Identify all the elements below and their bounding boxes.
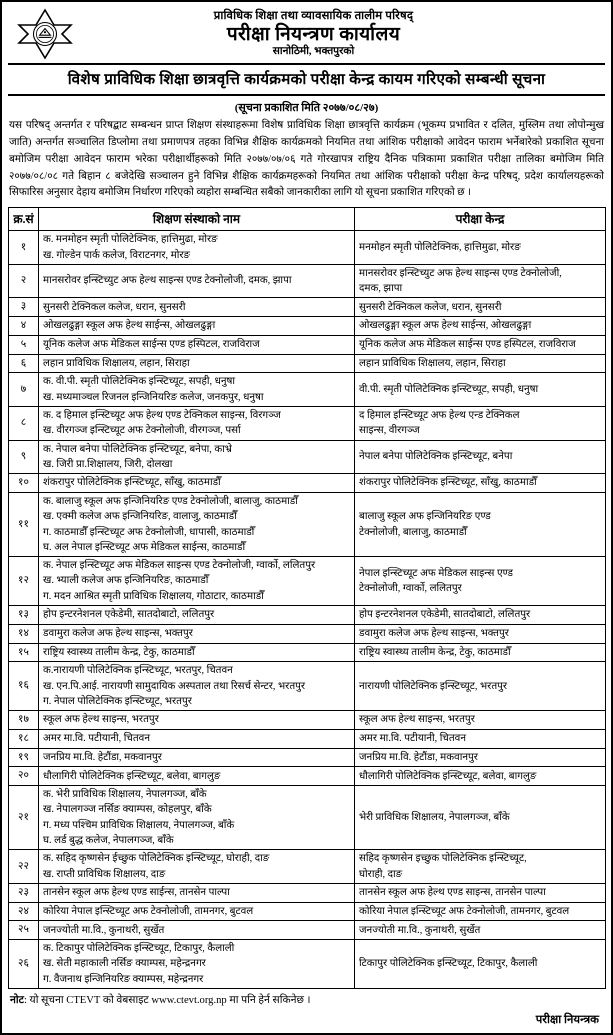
cell-serial-number: १७ — [9, 711, 39, 730]
institution-line: क. टिकापुर पोलिटेक्निक इन्स्टिच्यूट, टिकापुर, कैलाली — [43, 943, 235, 955]
institution-line: मानसरोवर इन्स्टिच्युट अफ हेल्थ साइन्स एण्ड टेक्नोलोजी, दमक, झापा — [43, 275, 292, 287]
cell-serial-number: २१ — [9, 786, 39, 850]
cell-serial-number: १५ — [9, 643, 39, 662]
cell-exam-center — [355, 474, 606, 493]
exam-center-line: वी.पी. स्मृती पोलिटेक्निक इन्स्टिच्यूट, सपही, धनुषा — [359, 384, 539, 396]
table-row — [9, 940, 606, 989]
exam-center-line: बालाजु स्कूल अफ इन्जिनियरिङ एण्ड — [359, 511, 491, 523]
exam-center-line: द हिमाल इन्स्टिच्यूट अफ हेल्थ एन्ड टेक्निकल — [359, 410, 520, 421]
cell-institution-name — [39, 335, 355, 354]
cell-institution-name — [39, 474, 355, 493]
cell-serial-number: १९ — [9, 748, 39, 767]
cell-institution-name — [39, 729, 355, 748]
organization-block — [82, 10, 605, 58]
notice-body-paragraph: यस परिषद् अन्तर्गत र परिषद्बाट सम्बन्धन प्राप्त शिक्षण संस्थाहरूमा विशेष प्राविधिक शिक्षा छात्रवृत्ति कार्यक्रम (भूकम्प प्रभावित र दलित, मुस्लिम तथा लोपोन्मुख जाति) अन्तर्गत सञ्चालित डिप्लोमा तथा प्रमाणपत्र तहका विभिन्न शैक्षिक कार्यक्रमको नियमित तथा आंशिक परीक्षाको आवेदन फाराम भर्नेबारेको प्रकाशित सूचना बमोजिम परीक्षा आवेदन फाराम भरेका परीक्षार्थीहरूको मिति २०७७/०७/०६ गते गोरखापत्र राष्ट्रिय दैनिक पत्रिकामा प्रकाशित परीक्षा तालिका बमोजिम मिति २०७७/०८/०८ गते बिहान ८ बजेदेखि सञ्चालन हुने विभिन्न शैक्षिक कार्यक्रमहरूको नियमित तथा आंशिक परीक्षाको परीक्षा केन्द्र परिषद्, प्रदेश कार्यालयहरूको सिफारिस अनुसार देहाय बमोजिम निर्धारण गरिएको व्यहोरा सम्बन्धित सबैको जानकारीका लागि यो सूचना प्रकाशित गरिएको छ । — [9, 120, 604, 199]
council-name: प्राविधिक शिक्षा तथा व्यावसायिक तालीम परिषद् — [213, 10, 414, 23]
institution-line: तानसेन स्कूल अफ हेल्थ एण्ड साईन्स, तानसेन पाल्पा — [43, 887, 230, 899]
exam-center-line: भेरी प्राविधिक शिक्षालय, नेपालगञ्ज, बाँके — [359, 812, 510, 824]
cell-serial-number: २६ — [9, 940, 39, 989]
exam-center-line: टेक्नोलोजी, ग्वार्को, ललितपुर — [359, 583, 462, 595]
cell-exam-center — [355, 298, 606, 317]
cell-institution-name — [39, 767, 355, 786]
institution-line: घ. लर्ड बुद्ध कलेज, नेपालगञ्ज, बाँके — [43, 835, 174, 847]
exam-center-line: दमक, झापा — [359, 283, 403, 295]
cell-serial-number: २२ — [9, 850, 39, 884]
cell-exam-center — [355, 711, 606, 730]
institution-line: कोरिया नेपाल इन्स्टिच्यूट अफ टेक्नोलोजी, तामनगर, बुटवल — [43, 905, 254, 917]
institution-line: घ. अल नेपाल इन्स्टिच्यूट अफ मेडिकल साईन्स, काठमाडौँ — [43, 541, 246, 553]
institution-line: ख. जिरी प्रा.शिक्षालय, जिरी, दोलखा — [43, 458, 173, 470]
institution-line: ग. वैजनाथ इन्जिनियरिङ क्याम्पस, महेन्द्रनगर — [43, 973, 204, 985]
table-row — [9, 883, 606, 902]
cell-institution-name — [39, 786, 355, 850]
table-row — [9, 317, 606, 336]
cell-exam-center — [355, 643, 606, 662]
cell-institution-name — [39, 883, 355, 902]
institution-line: क. बालाजु स्कूल अफ इन्जिनियरिङ एण्ड टेक्नोलोजी, बालाजु, काठमाडौँ — [43, 495, 298, 507]
cell-exam-center — [355, 786, 606, 850]
institution-line: ग. मध्य पश्चिम प्राविधिक शिक्षालय, नेपालगञ्ज, बाँके — [43, 819, 235, 831]
exam-center-line: लहान प्राविधिक शिक्षालय, लहान, सिराहा — [359, 357, 506, 369]
cell-exam-center — [355, 373, 606, 407]
cell-institution-name — [39, 407, 355, 441]
table-row — [9, 354, 606, 373]
institution-line: लहान प्राविधिक शिक्षालय, लहान, सिराहा — [43, 357, 190, 369]
cell-exam-center — [355, 606, 606, 625]
cell-serial-number: २३ — [9, 883, 39, 902]
cell-institution-name — [39, 231, 355, 265]
cell-institution-name — [39, 624, 355, 643]
institution-line: ओखलढुङ्गा स्कूल अफ हेल्थ साईन्स, ओखलढुङ्गा — [43, 320, 216, 332]
cell-institution-name — [39, 606, 355, 625]
institution-line: जनप्रिय मा.वि. हेटौंडा, मकवानपुर — [43, 751, 162, 763]
exam-center-line: धौलागिरी पोलिटेक्निक इन्स्टिच्यूट, बलेवा, बागलुङ — [359, 770, 537, 782]
logo-wrap — [8, 8, 82, 60]
cell-serial-number: २४ — [9, 902, 39, 921]
institution-line: ख. भ्याली कलेज अफ इन्जिनियरिङ, काठमाडौँ — [43, 575, 209, 587]
institution-line: जनज्योती मा.वि., कुनाथरी, सुर्खेत — [43, 924, 165, 936]
institution-line: क. नेपाल इन्स्टिच्यूट अफ मेडिकल साइन्स एण्ड टेक्नोलोजी, ग्वार्को, ललितपुर — [43, 560, 316, 572]
exam-center-line: साइन्स, वीरगञ्ज — [359, 425, 420, 437]
institution-line: ख. नेपालगञ्ज नर्सिङ क्याम्पस, कोहलपुर, बाँके — [43, 804, 212, 816]
exam-center-line: कोरिया नेपाल इन्स्टिच्यूट अफ टेक्नोलोजी, तामनगर, बुटवल — [359, 905, 570, 917]
cell-serial-number: २० — [9, 767, 39, 786]
cell-exam-center — [355, 492, 606, 556]
table-row — [9, 298, 606, 317]
cell-exam-center — [355, 231, 606, 265]
cell-institution-name — [39, 354, 355, 373]
exam-center-line: नारायणी पोलिटेक्निक इन्स्टिच्यूट, भरतपुर — [359, 680, 508, 692]
cell-serial-number: ४ — [9, 317, 39, 336]
cell-serial-number: ७ — [9, 373, 39, 407]
exam-center-line: नेपाल बनेपा पोलिटेक्निक इन्स्टिच्यूट, बनेपा — [359, 451, 513, 463]
ctevt-star-emblem-icon — [16, 8, 74, 60]
institution-line: ग. नेपाल पोलिटेक्निक इन्स्टिच्यूट, भरतपुर — [43, 695, 192, 707]
notice-title-banner: विशेष प्राविधिक शिक्षा छात्रवृत्ति कार्यक्रमको परीक्षा केन्द्र कायम गरिएको सम्बन्धी सूचना — [8, 65, 605, 96]
signature-designation: परीक्षा नियन्त्रक — [535, 1014, 599, 1027]
cell-institution-name — [39, 902, 355, 921]
cell-serial-number: १६ — [9, 662, 39, 711]
institution-line: क. भेरी प्राविधिक शिक्षालय, नेपालगञ्ज, बाँके — [43, 789, 207, 801]
header-serial-number: क्र.सं — [9, 208, 39, 231]
cell-institution-name — [39, 748, 355, 767]
cell-serial-number: २ — [9, 264, 39, 298]
institution-line: होप इन्टरनेशनल एकेडेमी, सातदोबाटो, ललितपुर — [43, 609, 215, 621]
exam-center-line: टेक्नोलोजी, बालाजु, काठमाडौँ — [359, 526, 467, 538]
table-row — [9, 921, 606, 940]
exam-center-table — [8, 207, 606, 989]
institution-line: ख. राप्ती प्राविधिक शिक्षालय, दाङ — [43, 868, 166, 880]
table-row — [9, 643, 606, 662]
cell-institution-name — [39, 440, 355, 474]
institution-line: स्कूल अफ हेल्थ साइन्स, भरतपुर — [43, 714, 159, 726]
table-row — [9, 492, 606, 556]
cell-institution-name — [39, 850, 355, 884]
table-row — [9, 440, 606, 474]
exam-center-line: मनमोहन स्मृती पोलिटेक्निक, हात्तिमुढा, मोरङ — [359, 241, 521, 253]
header-institution-name: शिक्षण संस्थाको नाम — [39, 208, 355, 231]
exam-center-line: टिकापुर पोलिटेक्निक इन्स्टिच्यूट, टिकापुर, कैलाली — [359, 958, 538, 970]
table-row — [9, 557, 606, 606]
table-row — [9, 748, 606, 767]
exam-center-line: सुनसरी टेक्निकल कलेज, धरान, सुनसरी — [359, 301, 502, 313]
cell-serial-number: ११ — [9, 492, 39, 556]
institution-line: सुनसरी टेक्निकल कलेज, धरान, सुनसरी — [43, 301, 186, 313]
institution-line: डवामुरा कलेज अफ हेल्थ साइन्स, भक्तपुर — [43, 627, 193, 639]
note-text: : यो सूचना CTEVT को वेबसाइट www.ctevt.org.np मा पनि हेर्न सकिनेछ । — [23, 995, 311, 1007]
cell-institution-name — [39, 711, 355, 730]
cell-institution-name — [39, 921, 355, 940]
cell-serial-number: ३ — [9, 298, 39, 317]
table-row — [9, 606, 606, 625]
exam-center-line: यूनिक कलेज अफ मेडिकल साईन्स एण्ड हस्पिटल, राजविराज — [359, 339, 576, 351]
exam-center-line: राष्ट्रिय स्वास्थ्य तालीम केन्द्र, टेकु, काठमाडौँ — [359, 646, 511, 658]
institution-line: धौलागिरी पोलिटेक्निक इन्स्टिच्यूट, बलेवा, बागलुङ — [43, 770, 221, 782]
cell-exam-center — [355, 264, 606, 298]
cell-exam-center — [355, 921, 606, 940]
document-header — [8, 6, 605, 65]
institution-line: क.नारायणी पोलिटेक्निक इन्स्टिच्यूट, भरतपुर, चितवन — [43, 665, 233, 677]
cell-exam-center — [355, 883, 606, 902]
exam-center-line: ओखलढुङ्गा स्कूल अफ हेल्थ साईन्स, ओखलढुङ्गा — [359, 320, 532, 332]
institution-line: ख. एन.पि.आई. नारायणी सामुदायिक अस्पताल तथा रिसर्च सेन्टर, भरतपुर — [43, 680, 306, 692]
exam-center-line: डवामुरा कलेज अफ हेल्थ साइन्स, भक्तपुर — [359, 627, 509, 639]
institution-line: ख. मध्यमाञ्चल रिजनल इन्जिनियरिङ कलेज, जनकपुर, धनुषा — [43, 391, 264, 403]
cell-exam-center — [355, 624, 606, 643]
table-row — [9, 729, 606, 748]
table-row — [9, 850, 606, 884]
institution-line: ग. मदन आश्रित स्मृती प्राविधिक शिक्षालय, गोठाटार, काठमाडौँ — [43, 590, 264, 602]
institution-line: शंकरापुर पोलिटेक्निक इन्स्टिच्यूट, साँखु, काठमाडौँ — [43, 477, 221, 489]
footer-note — [8, 989, 605, 1007]
table-row — [9, 902, 606, 921]
table-row — [9, 662, 606, 711]
cell-institution-name — [39, 662, 355, 711]
institution-line: राष्ट्रिय स्वास्थ्य तालीम केन्द्र, टेकु, काठमाडौँ — [43, 646, 195, 658]
cell-exam-center — [355, 940, 606, 989]
institution-line: ख. एक्मी कलेज अफ इन्जिनियरिङ, वालाजु, काठमाडौँ — [43, 511, 237, 523]
table-row — [9, 624, 606, 643]
table-row — [9, 711, 606, 730]
table-row — [9, 264, 606, 298]
table-row — [9, 474, 606, 493]
table-header-row — [9, 208, 606, 231]
cell-exam-center — [355, 317, 606, 336]
exam-center-line: नेपाल इन्स्टिच्यूट अफ मेडिकल साइन्स एण्ड — [359, 567, 513, 579]
institution-line: ख. वीरगञ्ज इन्स्टिच्यूट अफ टेक्नोलोजी, वीरगञ्ज, पर्सा — [43, 425, 241, 437]
publication-date: (सूचना प्रकाशित मिति २०७७/०८/२७) — [234, 102, 379, 114]
exam-center-line: जनप्रिय मा.वि. हेटौंडा, मकवानपुर — [359, 751, 478, 763]
cell-serial-number: १० — [9, 474, 39, 493]
cell-serial-number: १२ — [9, 557, 39, 606]
cell-exam-center — [355, 335, 606, 354]
table-row — [9, 767, 606, 786]
table-row — [9, 786, 606, 850]
institution-line: ख. सेती महाकाली नर्सिङ क्याम्पस, महेन्द्रनगर — [43, 958, 206, 970]
cell-exam-center — [355, 902, 606, 921]
cell-serial-number: ९ — [9, 440, 39, 474]
exam-center-line: होप इन्टरनेशनल एकेडेमी, सातदोबाटो, ललितपुर — [359, 609, 531, 621]
exam-center-line: मानसरोवर इन्स्टिच्युट अफ हेल्थ साइन्स एण्ड टेक्नोलोजी, — [359, 267, 562, 279]
cell-serial-number: ५ — [9, 335, 39, 354]
cell-institution-name — [39, 940, 355, 989]
cell-exam-center — [355, 354, 606, 373]
cell-serial-number: ६ — [9, 354, 39, 373]
header-exam-center: परीक्षा केन्द्र — [355, 208, 606, 231]
institution-line: क. द हिमाल इन्स्टिच्यूट अफ हेल्थ एण्ड टेक्निकल साइन्स, विरगञ्ज — [43, 410, 281, 421]
table-row — [9, 373, 606, 407]
cell-serial-number: १४ — [9, 624, 39, 643]
exam-center-line: स्कूल अफ हेल्थ साइन्स, भरतपुर — [359, 714, 475, 726]
cell-exam-center — [355, 557, 606, 606]
exam-center-line: सहिद कृष्णसेन इच्छुक पोलिटेक्निक इन्स्टिच्यूट, — [359, 853, 527, 865]
institution-line: अमर मा.वि. पटीयानी, चितवन — [43, 733, 150, 745]
cell-institution-name — [39, 264, 355, 298]
cell-exam-center — [355, 850, 606, 884]
exam-center-line: तानसेन स्कूल अफ हेल्थ एण्ड साइन्स, तानसेन पाल्पा — [359, 887, 546, 899]
cell-institution-name — [39, 373, 355, 407]
institution-line: क. मनमोहन स्मृती पोलिटेक्निक, हात्तिमुढा, मोरङ — [43, 234, 218, 246]
cell-exam-center — [355, 662, 606, 711]
note-label: नोट — [10, 995, 24, 1007]
exam-center-line: शंकरापुर पोलिटेक्निक इन्स्टिच्यूट, साँखु, काठमाडौँ — [359, 477, 537, 489]
table-row — [9, 407, 606, 441]
cell-institution-name — [39, 298, 355, 317]
cell-serial-number: १ — [9, 231, 39, 265]
cell-institution-name — [39, 492, 355, 556]
table-row — [9, 231, 606, 265]
cell-serial-number: २५ — [9, 921, 39, 940]
institution-line: क. सहिद कृष्णसेन ईच्छुक पोलिटेक्निक इन्स्टिच्यूट, घोराही, दाङ — [43, 853, 270, 865]
table-row — [9, 335, 606, 354]
exam-center-line: घोराही, दाङ — [359, 868, 403, 880]
cell-institution-name — [39, 317, 355, 336]
exam-center-line: जनज्योती मा.वि., कुनाथरी, सुर्खेत — [359, 924, 481, 936]
cell-exam-center — [355, 407, 606, 441]
office-name: परीक्षा नियन्त्रण कार्यालय — [226, 23, 401, 45]
cell-serial-number: ८ — [9, 407, 39, 441]
cell-institution-name — [39, 643, 355, 662]
exam-center-line: अमर मा.वि. पटीयानी, चितवन — [359, 733, 466, 745]
cell-exam-center — [355, 729, 606, 748]
cell-exam-center — [355, 767, 606, 786]
institution-line: क. वी.पी. स्मृती पोलिटेक्निक इन्स्टिच्यूट, सपही, धनुषा — [43, 376, 236, 388]
institution-line: ख. गोल्डेन पार्क कलेज, विराटनगर, मोरङ — [43, 249, 191, 261]
institution-line: ग. काठमाडौँ इन्स्टिच्यूट अफ टेक्नोलोजी, धापासी, काठमाडौँ — [43, 526, 255, 538]
cell-exam-center — [355, 748, 606, 767]
cell-serial-number: १८ — [9, 729, 39, 748]
institution-line: यूनिक कलेज अफ मेडिकल साईन्स एण्ड हस्पिटल, राजविराज — [43, 339, 260, 351]
cell-institution-name — [39, 557, 355, 606]
cell-serial-number: १३ — [9, 606, 39, 625]
table-body — [9, 231, 606, 989]
cell-exam-center — [355, 440, 606, 474]
institution-line: क. नेपाल बनेपा पोलिटेक्निक इन्स्टिच्यूट, बनेपा, काभ्रे — [43, 443, 232, 455]
office-address: सानोठिमी, भक्तपुरको — [272, 46, 355, 58]
